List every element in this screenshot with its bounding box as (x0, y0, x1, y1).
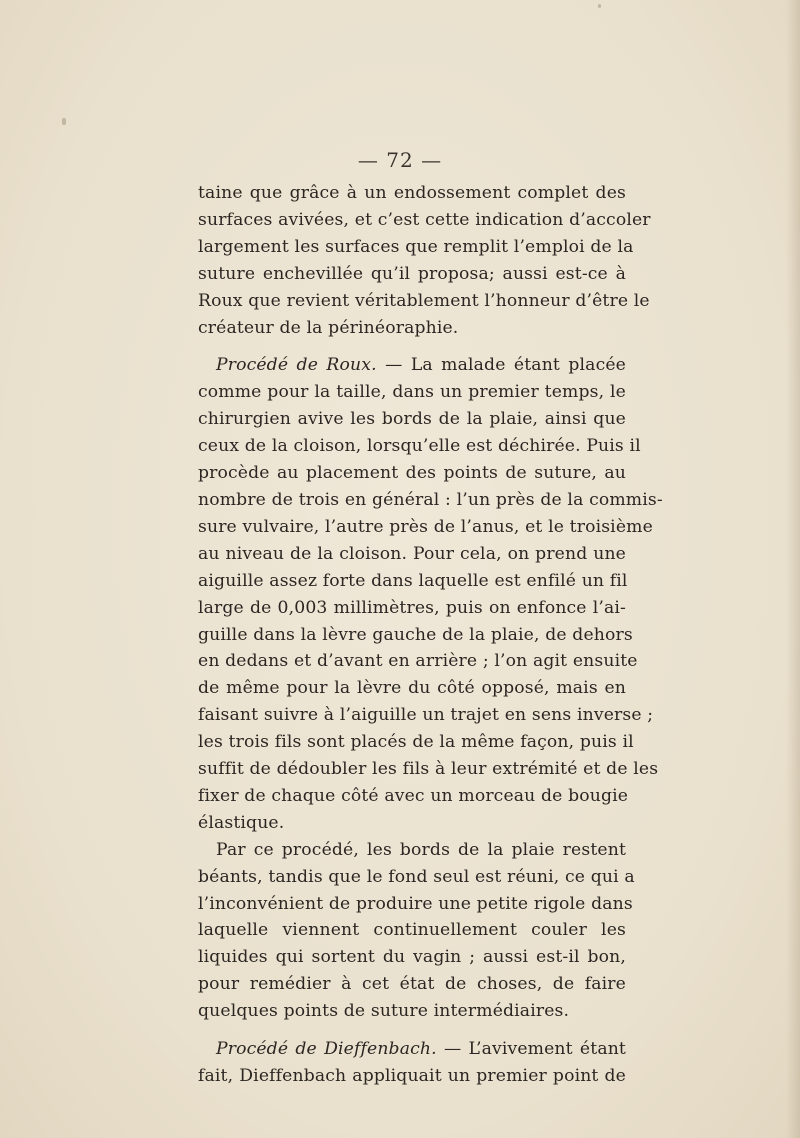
text-line (198, 352, 626, 379)
text-line: fait, Dieffenbach appliquait un premier point de (198, 1066, 626, 1086)
text-line: quelques points de suture intermédiaires. (198, 1001, 570, 1022)
text-line: suture enchevillée qu’il proposa; aussi est-ce à (198, 263, 626, 284)
body-text (198, 180, 663, 1090)
text-line: élastique. (198, 812, 285, 833)
paragraph-dieffenbach (198, 1036, 626, 1090)
text-line: aiguille assez forte dans laquelle est enfilé un fil (198, 570, 628, 591)
text-line: les trois fils sont placés de la même façon, puis il (198, 732, 634, 753)
text-line: nombre de trois en général : l’un près de la commis- (198, 489, 663, 510)
section-heading-roux: Procédé de Roux. (216, 355, 377, 376)
text-line: largement les surfaces que remplit l’emploi de la (198, 236, 634, 257)
text-line: de même pour la lèvre du côté opposé, mais en (198, 678, 626, 699)
paragraph-3 (198, 837, 635, 1025)
paragraph-1 (198, 180, 651, 341)
section-heading-dieffenbach: Procédé de Dieffenbach. (216, 1039, 437, 1060)
text-line: au niveau de la cloison. Pour cela, on prend une (198, 543, 626, 564)
page-number: — 72 — (357, 148, 443, 172)
text-line (198, 1036, 626, 1063)
paragraph-roux (198, 352, 663, 836)
text-line: large de 0,003 millimètres, puis on enfonce l’ai- (198, 597, 626, 618)
text-line: suffit de dédoubler les fils à leur extrémité et de les (198, 759, 659, 780)
text-line: sure vulvaire, l’autre près de l’anus, et le troisième (198, 516, 653, 537)
paper-speck (598, 4, 601, 8)
text-line: faisant suivre à l’aiguille un trajet en sens inverse ; (198, 705, 654, 726)
text-line: en dedans et d’avant en arrière ; l’on agit ensuite (198, 651, 638, 672)
text-line: taine que grâce à un endossement complet des (198, 183, 626, 203)
heading-continuation: — La malade étant placée (376, 355, 626, 376)
heading-continuation: — L’avivement étant (436, 1039, 626, 1060)
text-line: pour remédier à cet état de choses, de faire (198, 974, 626, 995)
paper-speck (62, 118, 66, 125)
text-line: laquelle viennent continuellement couler les (198, 920, 626, 941)
text-line: surfaces avivées, et c’est cette indication d’accoler (198, 209, 651, 230)
text-line: procède au placement des points de suture, au (198, 463, 626, 484)
text-line: comme pour la taille, dans un premier temps, le (198, 382, 626, 403)
text-line: Par ce procédé, les bords de la plaie restent (216, 839, 626, 860)
text-line: guille dans la lèvre gauche de la plaie, de dehors (198, 624, 633, 645)
text-line: béants, tandis que le fond seul est réuni, ce qui a (198, 866, 635, 887)
text-line: l’inconvénient de produire une petite rigole dans (198, 893, 633, 914)
text-line: fixer de chaque côté avec un morceau de bougie (198, 785, 629, 806)
text-line: ceux de la cloison, lorsqu’elle est déchirée. Puis il (198, 436, 641, 457)
text-line: chirurgien avive les bords de la plaie, ainsi que (198, 409, 626, 430)
text-line: Roux que revient véritablement l’honneur d’être le (198, 290, 650, 311)
text-line: liquides qui sortent du vagin ; aussi est-il bon, (198, 947, 626, 968)
text-line: créateur de la périnéoraphie. (198, 317, 459, 338)
